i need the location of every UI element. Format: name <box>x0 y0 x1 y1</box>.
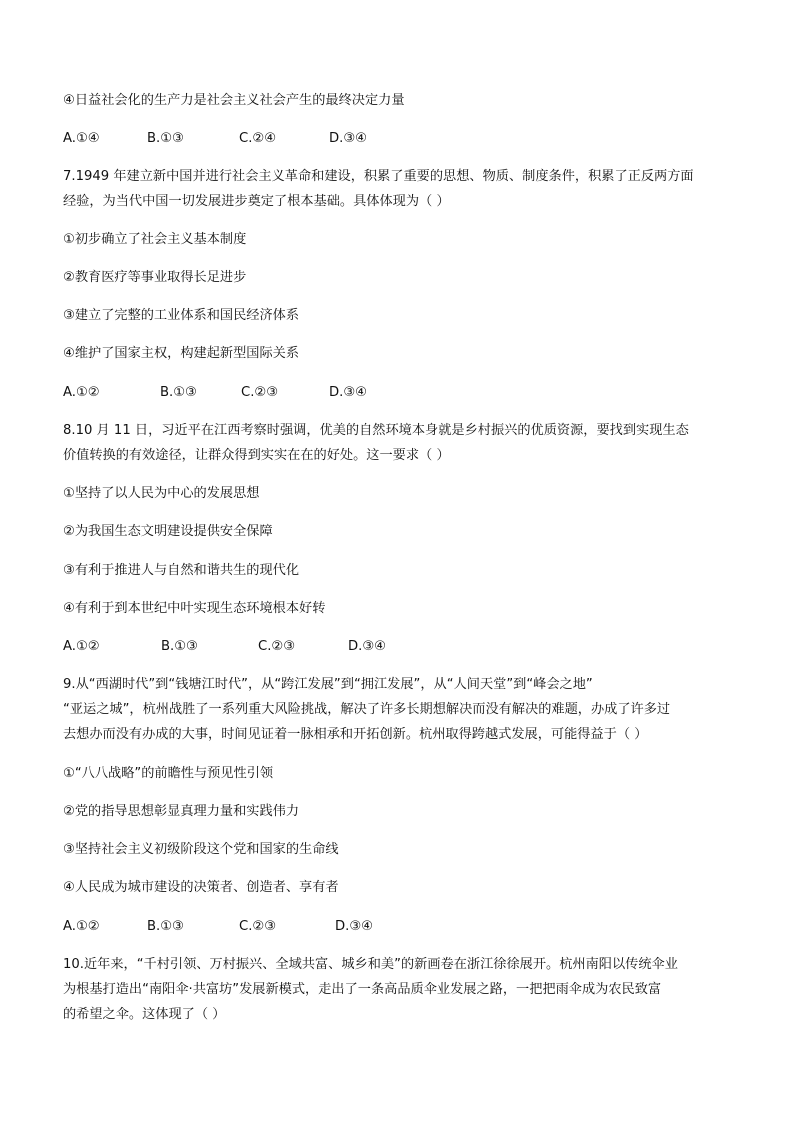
q10-stem-line-2: 为根基打造出“南阳伞·共富坊”发展新模式，走出了一条高品质伞业发展之路，一把把雨伞成为农民致富 <box>63 982 662 997</box>
q9-option-d: D.③④ <box>335 919 373 934</box>
q9-stem-line-2: “亚运之城”，杭州战胜了一系列重大风险挑战，解决了许多长期想解决而没有解决的难题，办成了许多过 <box>63 702 671 717</box>
q7-item-2: ②教育医疗等事业取得长足进步 <box>63 270 247 285</box>
q7-item-3: ③建立了完整的工业体系和国民经济体系 <box>63 308 300 323</box>
q8-item-4: ④有利于到本世纪中叶实现生态环境根本好转 <box>63 601 326 616</box>
q7-option-a: A.①② <box>63 385 100 400</box>
q8-stem-line-2: 价值转换的有效途径，让群众得到实实在在的好处。这一要求（ ） <box>63 448 450 463</box>
q8-item-3: ③有利于推进人与自然和谐共生的现代化 <box>63 563 300 578</box>
q8-option-a: A.①② <box>63 639 100 654</box>
q8-option-c: C.②③ <box>258 639 296 654</box>
q9-stem-line-3: 去想办而没有办成的大事，时间见证着一脉相承和开拓创新。杭州取得跨越式发展，可能得益于（ ） <box>63 727 648 742</box>
q10-stem-line-3: 的希望之伞。这体现了（ ） <box>63 1007 226 1022</box>
q8-option-d: D.③④ <box>348 639 386 654</box>
q7-option-d: D.③④ <box>329 385 367 400</box>
q7-option-c: C.②③ <box>241 385 279 400</box>
q9-option-c: C.②③ <box>239 919 277 934</box>
q8-item-2: ②为我国生态文明建设提供安全保障 <box>63 524 273 539</box>
q7-stem-line-1: 7.1949 年建立新中国并进行社会主义革命和建设，积累了重要的思想、物质、制度条件，积累了正反两方面 <box>63 169 694 184</box>
q9-stem-line-1: 9.从“西湖时代”到“钱塘江时代”，从“跨江发展”到“拥江发展”，从“人间天堂”到“峰会之地” <box>63 677 593 692</box>
q8-option-b: B.①③ <box>161 639 198 654</box>
q9-item-4: ④人民成为城市建设的决策者、创造者、享有者 <box>63 880 339 895</box>
q10-stem-line-1: 10.近年来，“千村引领、万村振兴、全域共富、城乡和美”的新画卷在浙江徐徐展开。杭州南阳以传统伞业 <box>63 957 678 972</box>
q6-item-4: ④日益社会化的生产力是社会主义社会产生的最终决定力量 <box>63 93 405 108</box>
q7-option-b: B.①③ <box>160 385 197 400</box>
q9-item-1: ①“八八战略”的前瞻性与预见性引领 <box>63 766 274 781</box>
q8-item-1: ①坚持了以人民为中心的发展思想 <box>63 486 260 501</box>
q7-stem-line-2: 经验，为当代中国一切发展进步奠定了根本基础。具体体现为（ ） <box>63 194 450 209</box>
q6-option-d: D.③④ <box>329 131 367 146</box>
q7-item-4: ④维护了国家主权，构建起新型国际关系 <box>63 346 300 361</box>
q9-option-a: A.①② <box>63 919 100 934</box>
q9-option-b: B.①③ <box>147 919 184 934</box>
q9-item-3: ③坚持社会主义初级阶段这个党和国家的生命线 <box>63 842 339 857</box>
q6-option-c: C.②④ <box>239 131 277 146</box>
q8-stem-line-1: 8.10 月 11 日，习近平在江西考察时强调，优美的自然环境本身就是乡村振兴的优质资源，要找到实现生态 <box>63 423 689 438</box>
q6-option-b: B.①③ <box>147 131 184 146</box>
q6-option-a: A.①④ <box>63 131 100 146</box>
q7-item-1: ①初步确立了社会主义基本制度 <box>63 232 247 247</box>
q9-item-2: ②党的指导思想彰显真理力量和实践伟力 <box>63 804 300 819</box>
